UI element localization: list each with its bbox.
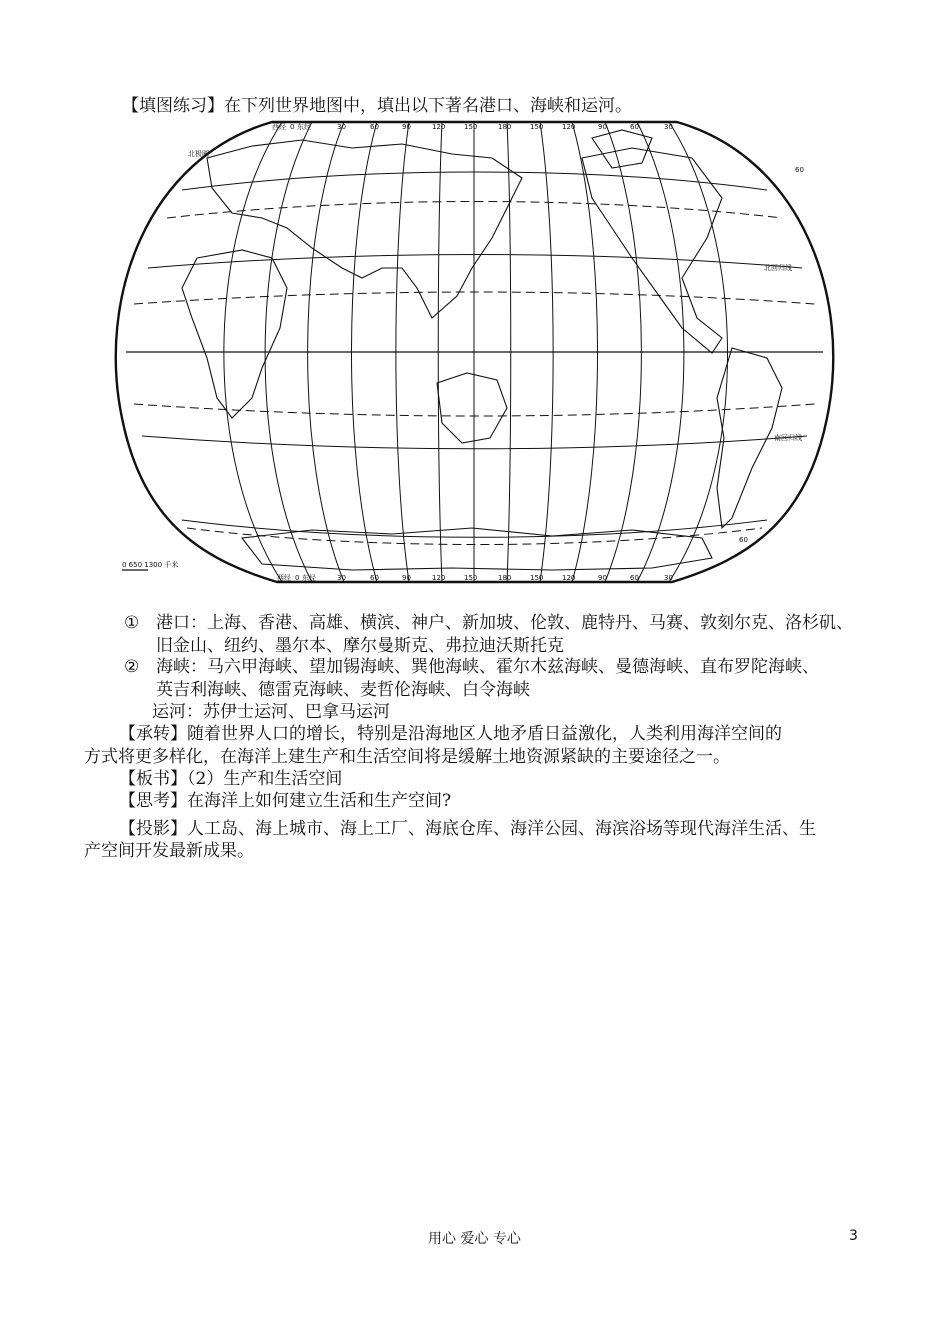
map-top-label: 150 bbox=[464, 123, 478, 131]
map-top-label: 90 bbox=[598, 123, 607, 131]
tropic-capricorn-label: 南回归线 bbox=[774, 434, 802, 442]
landmass-north-america bbox=[582, 148, 722, 353]
canals-line: 运河：苏伊士运河、巴拿马运河 bbox=[152, 702, 390, 722]
map-bottom-label: 0 bbox=[295, 574, 300, 582]
map-bottom-label: 东经 bbox=[302, 574, 316, 582]
ports-number: ① bbox=[124, 613, 140, 633]
projection-line-1: 【投影】人工岛、海上城市、海上工厂、海底仓库、海洋公园、海滨浴场等现代海洋生活、生 bbox=[119, 819, 816, 839]
map-bottom-label: 60 bbox=[370, 574, 379, 582]
transition-line-2: 方式将更多样化，在海洋上建生产和生活空间将是缓解土地资源紧缺的主要途径之一。 bbox=[84, 747, 730, 767]
map-top-label: 东经 bbox=[297, 123, 311, 131]
map-top-label: 150 bbox=[530, 123, 544, 131]
map-bottom-label: 30 bbox=[664, 574, 673, 582]
scale-label: 0 650 1300 千米 bbox=[122, 561, 179, 569]
tropic-cancer-label: 北回归线 bbox=[764, 264, 792, 272]
straits-number: ② bbox=[124, 657, 140, 677]
ports-line-2: 旧金山、纽约、墨尔本、摩尔曼斯克、弗拉迪沃斯托克 bbox=[156, 636, 564, 656]
projection-line-2: 产空间开发最新成果。 bbox=[84, 841, 254, 861]
landmass-australia bbox=[437, 373, 507, 443]
map-bottom-label: 150 bbox=[530, 574, 544, 582]
map-bottom-label: 180 bbox=[498, 574, 512, 582]
map-top-label: 60 bbox=[630, 123, 639, 131]
map-bottom-label: 120 bbox=[562, 574, 576, 582]
map-top-label: 0 bbox=[290, 123, 295, 131]
landmass-eurasia bbox=[207, 140, 522, 318]
transition-line-1: 【承转】随着世界人口的增长，特别是沿海地区人地矛盾日益激化，人类利用海洋空间的 bbox=[119, 724, 782, 744]
map-top-label: 60 bbox=[370, 123, 379, 131]
parallel bbox=[148, 255, 802, 269]
think-line: 【思考】在海洋上如何建立生活和生产空间? bbox=[119, 791, 452, 811]
straits-line-1: 海峡：马六甲海峡、望加锡海峡、巽他海峡、霍尔木兹海峡、曼德海峡、直布罗陀海峡、 bbox=[156, 657, 819, 677]
map-bottom-label: 120 bbox=[432, 574, 446, 582]
world-map bbox=[112, 118, 837, 586]
map-top-label: 30 bbox=[337, 123, 346, 131]
map-top-label: 西经 bbox=[272, 123, 286, 131]
landmass-africa bbox=[182, 250, 287, 418]
map-top-label: 30 bbox=[664, 123, 673, 131]
ports-line-1: 港口：上海、香港、高雄、横滨、神户、新加坡、伦敦、鹿特丹、马赛、敦刻尔克、洛杉矶、 bbox=[156, 613, 853, 633]
map-top-label: 90 bbox=[402, 123, 411, 131]
arctic-circle-label: 北极圈 bbox=[188, 150, 209, 158]
map-top-label: 180 bbox=[498, 123, 512, 131]
map-bottom-label: 90 bbox=[402, 574, 411, 582]
landmass-greenland bbox=[592, 130, 652, 168]
landmass-antarctica bbox=[242, 528, 712, 570]
map-bottom-label: 西经 bbox=[277, 574, 291, 582]
map-bottom-label: 150 bbox=[464, 574, 478, 582]
intro-text: 【填图练习】在下列世界地图中，填出以下著名港口、海峡和运河。 bbox=[122, 96, 632, 116]
footer-slogan: 用心 爱心 专心 bbox=[428, 1231, 521, 1247]
lat-60-right-label: 60 bbox=[795, 166, 804, 174]
map-bottom-label: 60 bbox=[630, 574, 639, 582]
map-top-label: 120 bbox=[432, 123, 446, 131]
map-bottom-label: 90 bbox=[598, 574, 607, 582]
page-number: 3 bbox=[849, 1228, 858, 1244]
map-top-label: 120 bbox=[562, 123, 576, 131]
map-bottom-label: 30 bbox=[337, 574, 346, 582]
board-line: 【板书】（2）生产和生活空间 bbox=[119, 769, 343, 789]
straits-line-2: 英吉利海峡、德雷克海峡、麦哲伦海峡、白令海峡 bbox=[156, 680, 530, 700]
lat-60-bottom-label: 60 bbox=[739, 536, 748, 544]
